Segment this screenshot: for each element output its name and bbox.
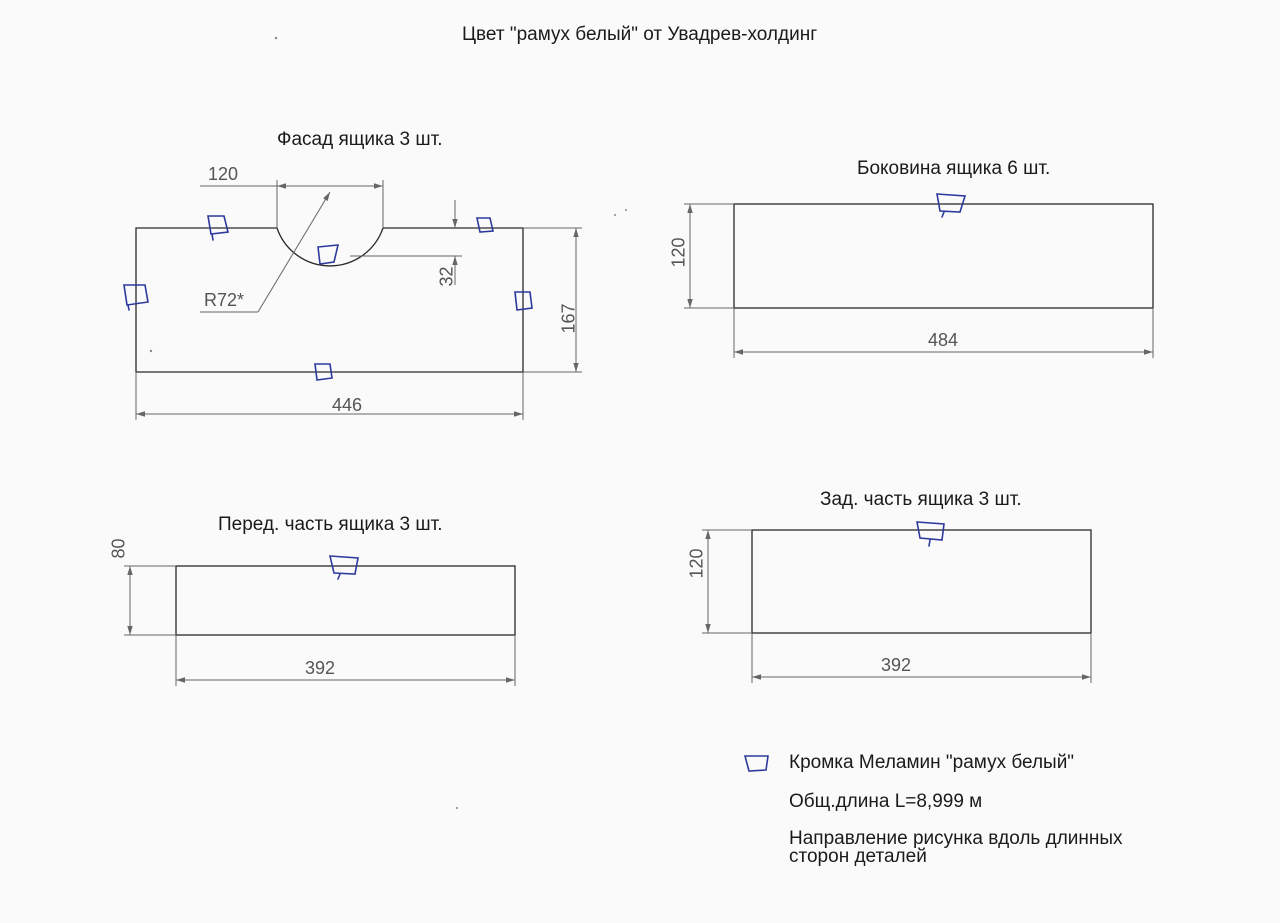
edge-band-icon	[917, 522, 944, 546]
front-height: 80	[108, 538, 129, 559]
edge-band-icon	[745, 756, 768, 771]
front-label: Перед. часть ящика 3 шт.	[218, 514, 443, 535]
edge-marks	[124, 194, 965, 771]
facade-radius: R72*	[204, 290, 245, 310]
back-label: Зад. часть ящика 3 шт.	[820, 489, 1022, 510]
back-outline	[752, 530, 1091, 633]
facade-cutout-depth: 32	[436, 266, 457, 287]
legend-edge-label: Кромка Меламин "рамух белый"	[789, 752, 1075, 773]
side-height: 120	[668, 237, 689, 268]
front-outline	[176, 566, 515, 635]
scan-specks	[150, 37, 627, 809]
side-part	[734, 204, 1153, 308]
edge-band-icon	[477, 218, 493, 232]
facade-width: 446	[331, 395, 363, 415]
facade-label: Фасад ящика 3 шт.	[277, 129, 443, 150]
side-width: 484	[927, 330, 959, 350]
back-part	[752, 530, 1091, 633]
edge-band-icon	[318, 245, 338, 264]
back-width: 392	[880, 655, 912, 675]
facade-height: 167	[558, 303, 579, 334]
facade-part	[136, 228, 523, 372]
edge-band-icon	[330, 556, 358, 579]
back-height: 120	[686, 548, 707, 579]
legend-direction-line1: Направление рисунка вдоль длинных	[789, 828, 1123, 849]
legend-direction-note	[789, 830, 1123, 866]
front-width: 392	[304, 658, 336, 678]
facade-cutout-width: 120	[208, 164, 239, 184]
side-outline	[734, 204, 1153, 308]
edge-band-icon	[937, 194, 965, 217]
facade-outline	[136, 228, 523, 372]
front-part	[176, 566, 515, 635]
legend-total-length: Общ.длина L=8,999 м	[789, 791, 983, 812]
side-label: Боковина ящика 6 шт.	[857, 158, 1051, 179]
sheet-title: Цвет "рамух белый" от Увадрев-холдинг	[462, 24, 818, 45]
legend-direction-line2: сторон деталей	[789, 846, 927, 867]
